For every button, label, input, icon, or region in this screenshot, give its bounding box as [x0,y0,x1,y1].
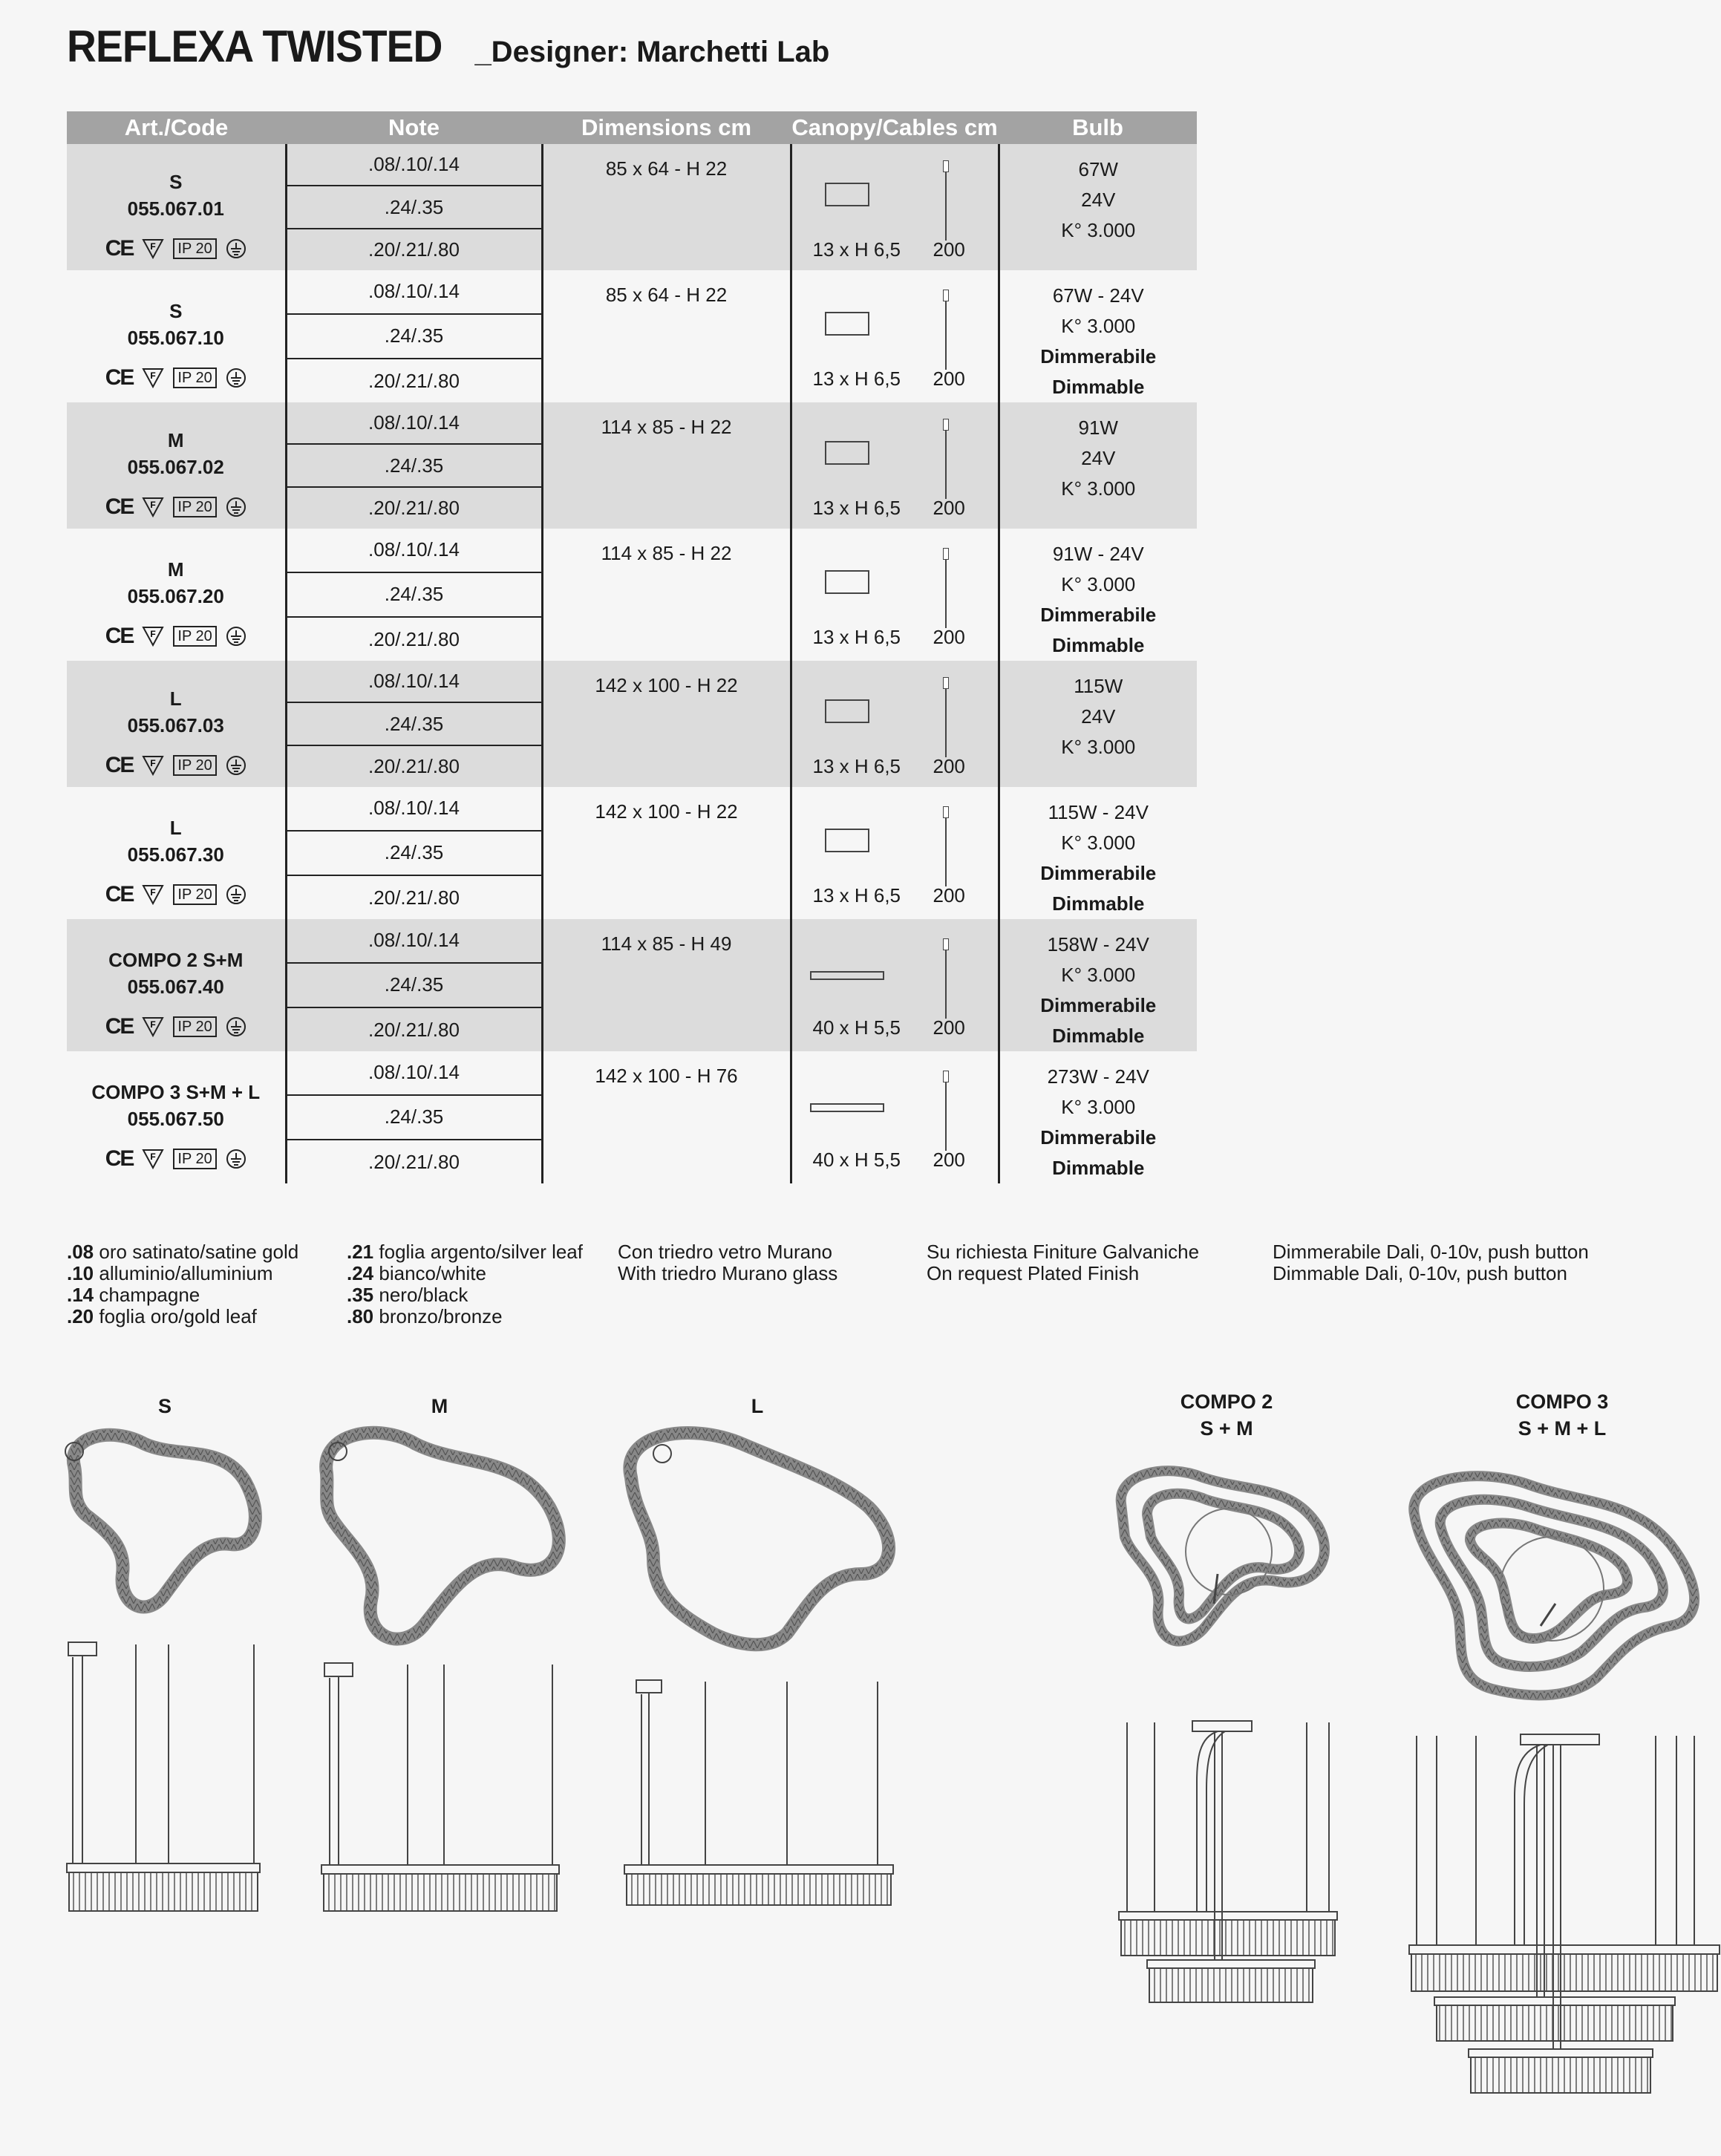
article-size: S [169,171,183,193]
article-code: 055.067.01 [127,197,224,220]
finish-code: .10 [67,1262,94,1284]
bulb-spec-line: K° 3.000 [1061,219,1136,241]
bulb-spec-line: K° 3.000 [1061,477,1136,500]
ce-mark-icon: CE [105,624,134,648]
note-cell: .24/.35 [286,1095,542,1140]
finish-name: oro satinato/satine gold [99,1241,299,1263]
bulb-spec-line: Dimmable [1052,1025,1145,1047]
bulb-spec-line: Dimmable [1052,634,1145,656]
dimensions-cell: 114 x 85 - H 22 [542,529,791,661]
article-code: 055.067.03 [127,714,224,736]
note-cell: .24/.35 [286,702,542,745]
note-cell: .08/.10/.14 [286,402,542,444]
bulb-spec-line: 24V [1081,189,1116,211]
cable-length: 200 [933,497,965,519]
canopy-size: 13 x H 6,5 [812,626,901,648]
bulb-spec-line: 273W - 24V [1047,1065,1149,1088]
s-top-view [65,1435,255,1607]
finish-name: foglia oro/gold leaf [99,1305,257,1327]
note-cell: .24/.35 [286,963,542,1007]
ip-rating-badge: IP 20 [173,884,216,905]
ip-rating-badge: IP 20 [173,497,216,517]
ce-mark-icon: CE [105,494,134,519]
compo2-top-view [1121,1471,1325,1641]
drawing-label-m: M [431,1395,448,1417]
s-side-view [67,1642,260,1911]
bulb-spec-line: 115W - 24V [1048,801,1149,823]
f-mark-letter: F [150,370,157,381]
article-size: L [169,687,182,710]
note-cell: .24/.35 [286,572,542,617]
bulb-spec-line: 67W [1078,158,1118,180]
finish-code: .80 [347,1305,374,1327]
bulb-spec-line: K° 3.000 [1061,832,1136,854]
dimensions-cell: 114 x 85 - H 22 [542,402,791,529]
finish-code: .14 [67,1284,94,1306]
bulb-spec-line: 91W - 24V [1052,543,1144,565]
ce-mark-icon: CE [105,1014,134,1039]
f-mark-letter: F [150,1152,157,1162]
f-mark-letter: F [150,500,157,510]
cable-length: 200 [933,368,965,390]
ip-rating-badge: IP 20 [173,755,216,776]
article-size: M [167,558,184,581]
f-mark-letter: F [150,1019,157,1030]
finish-code: .20 [67,1305,94,1327]
article-size: S [169,300,183,322]
drawing-label-l: L [751,1395,764,1417]
bulb-spec-line: 115W [1074,675,1123,697]
bulb-spec-line: K° 3.000 [1061,736,1136,758]
bulb-spec-line: Dimmable [1052,892,1145,915]
header-dimensions: Dimensions cm [542,111,791,144]
dimensions-cell: 85 x 64 - H 22 [542,144,791,270]
compo2-label-line1: COMPO 2 [1180,1391,1273,1413]
m-top-view [326,1433,559,1639]
plated-note-en: On request Plated Finish [927,1262,1140,1284]
f-mark-letter: F [150,887,157,898]
drawing-label-s: S [157,1395,172,1417]
article-size: M [167,429,184,451]
ip-rating-badge: IP 20 [173,1016,216,1037]
bulb-spec-line: 24V [1081,447,1116,469]
cable-length: 200 [933,1016,965,1039]
note-cell: .08/.10/.14 [286,144,542,186]
note-cell: .20/.21/.80 [286,229,542,270]
bulb-spec-line: K° 3.000 [1061,573,1136,595]
cable-length: 200 [933,626,965,648]
note-cell: .08/.10/.14 [286,529,542,572]
f-mark-letter: F [150,241,157,252]
finish-name: bronzo/bronze [379,1305,503,1327]
cable-length: 200 [933,1149,965,1171]
dimmable-note-it: Dimmerabile Dali, 0-10v, push button [1273,1241,1589,1263]
canopy-size: 13 x H 6,5 [812,755,901,777]
note-cell: .08/.10/.14 [286,1051,542,1095]
canopy-size: 13 x H 6,5 [812,368,901,390]
note-cell: .08/.10/.14 [286,919,542,963]
ce-mark-icon: CE [105,1146,134,1171]
bulb-spec-line: Dimmable [1052,1157,1145,1179]
canopy-size: 13 x H 6,5 [812,238,901,261]
bulb-spec-line: K° 3.000 [1061,315,1136,337]
compo3-top-view [1414,1476,1694,1695]
product-name: REFLEXA TWISTED [67,22,443,71]
ce-mark-icon: CE [105,365,134,390]
note-cell: .20/.21/.80 [286,745,542,787]
dimensions-cell: 142 x 100 - H 22 [542,787,791,919]
note-cell: .24/.35 [286,444,542,486]
article-code: 055.067.50 [127,1108,224,1130]
bulb-spec-line: Dimmerabile [1040,862,1157,884]
bulb-spec-line: 24V [1081,705,1116,728]
ip-rating-badge: IP 20 [173,368,216,388]
compo2-side-view [1119,1721,1337,2002]
finish-code: .24 [347,1262,374,1284]
bulb-spec-line: Dimmable [1052,376,1145,398]
header-canopy: Canopy/Cables cm [791,111,999,144]
note-cell: .24/.35 [286,314,542,359]
canopy-size: 13 x H 6,5 [812,884,901,906]
ce-mark-icon: CE [105,882,134,906]
article-code: 055.067.30 [127,843,224,866]
canopy-size: 13 x H 6,5 [812,497,901,519]
dimmable-note-en: Dimmable Dali, 0-10v, push button [1273,1262,1567,1284]
article-code: 055.067.02 [127,456,224,478]
article-code: 055.067.40 [127,976,224,998]
note-cell: .08/.10/.14 [286,787,542,831]
designer-credit: _Designer: Marchetti Lab [474,36,830,68]
bulb-spec-line: Dimmerabile [1040,994,1157,1016]
plated-note-it: Su richiesta Finiture Galvaniche [927,1241,1200,1263]
article-code: 055.067.10 [127,327,224,349]
note-cell: .20/.21/.80 [286,617,542,661]
cable-length: 200 [933,884,965,906]
bulb-spec-line: 91W [1078,416,1118,439]
finish-code: .21 [347,1241,374,1263]
canopy-size: 40 x H 5,5 [812,1149,901,1171]
ip-rating-badge: IP 20 [173,238,216,259]
bulb-spec-line: Dimmerabile [1040,1126,1157,1149]
compo3-label-line2: S + M + L [1518,1417,1607,1440]
bulb-spec-line: K° 3.000 [1061,964,1136,986]
m-side-view [321,1663,559,1911]
ip-rating-badge: IP 20 [173,626,216,647]
canopy-size: 40 x H 5,5 [812,1016,901,1039]
note-cell: .20/.21/.80 [286,875,542,919]
l-top-view [630,1433,889,1644]
compo3-side-view [1409,1734,1720,2093]
header-note: Note [286,111,542,144]
dimensions-cell: 85 x 64 - H 22 [542,270,791,402]
l-side-view [624,1680,893,1905]
cable-length: 200 [933,238,965,261]
compo3-label-line1: COMPO 3 [1515,1391,1609,1413]
dimensions-cell: 114 x 85 - H 49 [542,919,791,1051]
note-cell: .24/.35 [286,186,542,228]
dimensions-cell: 142 x 100 - H 22 [542,661,791,787]
finish-code: .08 [67,1241,94,1263]
ce-mark-icon: CE [105,753,134,777]
bulb-spec-line: 158W - 24V [1047,933,1149,956]
compo2-label-line2: S + M [1200,1417,1253,1440]
note-cell: .20/.21/.80 [286,487,542,529]
cable-length: 200 [933,755,965,777]
finish-name: nero/black [379,1284,468,1306]
note-cell: .20/.21/.80 [286,1007,542,1051]
finish-name: foglia argento/silver leaf [379,1241,583,1263]
finish-name: alluminio/alluminium [99,1262,273,1284]
bulb-spec-line: 67W - 24V [1052,284,1144,307]
finish-code: .35 [347,1284,374,1306]
bulb-spec-line: K° 3.000 [1061,1096,1136,1118]
note-cell: .08/.10/.14 [286,270,542,314]
header-code: Art./Code [67,111,286,144]
bulb-spec-line: Dimmerabile [1040,604,1157,626]
article-size: COMPO 3 S+M + L [91,1081,261,1103]
murano-note-it: Con triedro vetro Murano [618,1241,833,1263]
dimensions-cell: 142 x 100 - H 76 [542,1051,791,1183]
article-code: 055.067.20 [127,585,224,607]
finish-name: champagne [99,1284,200,1306]
murano-note-en: With triedro Murano glass [618,1262,838,1284]
note-cell: .20/.21/.80 [286,1140,542,1183]
header-bulb: Bulb [999,111,1197,144]
bulb-spec-line: Dimmerabile [1040,345,1157,368]
f-mark-letter: F [150,758,157,768]
note-cell: .24/.35 [286,831,542,875]
ip-rating-badge: IP 20 [173,1149,216,1169]
article-size: L [169,817,182,839]
article-size: COMPO 2 S+M [108,949,244,971]
f-mark-letter: F [150,629,157,639]
note-cell: .20/.21/.80 [286,359,542,402]
finish-name: bianco/white [379,1262,486,1284]
ce-mark-icon: CE [105,236,134,261]
note-cell: .08/.10/.14 [286,661,542,702]
